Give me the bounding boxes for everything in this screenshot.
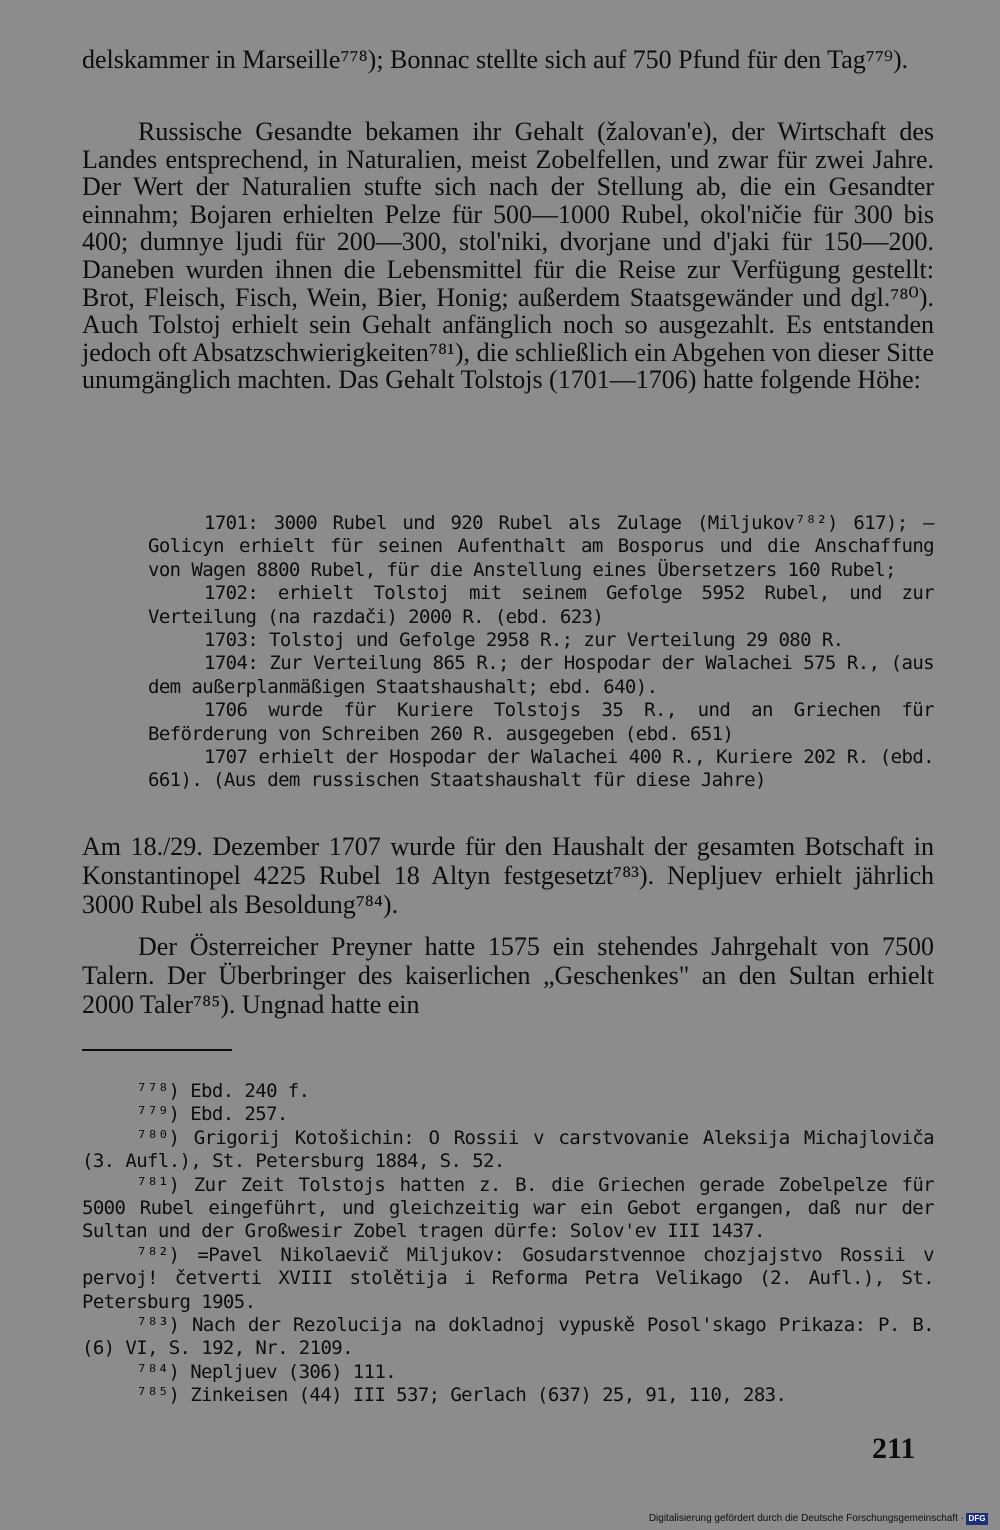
salary-item-1701: 1701: 3000 Rubel und 920 Rubel als Zulage (Miljukov⁷⁸²) 617); — Golicyn erhielt für seinen Aufenthalt am Bosporus und die Anschaffung von Wagen 8800 Rubel, für die Anstellung eines Übersetzers 160 Rubel;: [148, 512, 934, 581]
footnote-783: ⁷⁸³) Nach der Rezolucija na dokladnoj vypuskě Posol'skago Prikaza: P. B. (6) VI, S. 192, Nr. 2109.: [82, 1314, 934, 1360]
salary-item-1707: 1707 erhielt der Hospodar der Walachei 400 R., Kuriere 202 R. (ebd. 661). (Aus dem russischen Staatshaushalt für diese Jahre): [148, 746, 934, 792]
paragraph-embassy-budget: Am 18./29. Dezember 1707 wurde für den Haushalt der gesamten Botschaft in Konstantinopel 4225 Rubel 18 Altyn festgesetzt⁷⁸³). Nepljuev erhielt jährlich 3000 Rubel als Besoldung⁷⁸⁴).: [82, 832, 934, 919]
dfg-logo: DFG: [966, 1513, 988, 1525]
footnotes: [82, 1080, 934, 1408]
footnote-785: ⁷⁸⁵) Zinkeisen (44) III 537; Gerlach (637) 25, 91, 110, 283.: [136, 1384, 787, 1407]
salary-item-1703: 1703: Tolstoj und Gefolge 2958 R.; zur Verteilung 29 080 R.: [204, 629, 844, 652]
footnote-778: ⁷⁷⁸) Ebd. 240 f.: [136, 1080, 310, 1102]
salary-item-1702: 1702: erhielt Tolstoj mit seinem Gefolge 5952 Rubel, und zur Verteilung (na razdači) 2000 R. (ebd. 623): [148, 582, 934, 628]
salary-list: [148, 512, 934, 793]
footnote-779: ⁷⁷⁹) Ebd. 257.: [136, 1103, 288, 1126]
paragraph-russian-envoys: Russische Gesandte bekamen ihr Gehalt (žalovan'e), der Wirtschaft des Landes entsprechend, in Naturalien, meist Zobelfellen, und zwar für zwei Jahre. Der Wert der Naturalien stufte sich nach der Stellung ab, die ein Gesandter einnahm; Bojaren erhielten Pelze für 500—1000 Rubel, okol'ničie für 300 bis 400; dumnye ljudi für 200—300, stol'niki, dvorjane und d'jaki für 150—200. Daneben wurden ihnen die Lebensmittel für die Reise zur Verfügung gestellt: Brot, Fleisch, Fisch, Wein, Bier, Honig; außerdem Staatsgewänder und dgl.⁷⁸⁰). Auch Tolstoj erhielt sein Gehalt anfänglich noch so ausgezahlt. Es entstanden jedoch oft Absatzschwierigkeiten⁷⁸¹), die schließlich ein Abgehen von dieser Sitte unumgänglich machten. Das Gehalt Tolstojs (1701—1706) hatte folgende Höhe:: [82, 117, 934, 395]
footnote-separator: [82, 1049, 232, 1051]
footnote-781: ⁷⁸¹) Zur Zeit Tolstojs hatten z. B. die Griechen gerade Zobelpelze für 5000 Rubel eingeführt, und gleichzeitig war ein Gebot ergangen, daß nur der Sultan und der Großwesir Zobel tragen dürfe: Solov'ev III 1437.: [82, 1173, 934, 1243]
salary-item-1704: 1704: Zur Verteilung 865 R.; der Hospodar der Walachei 575 R., (aus dem außerplanmäßigen Staatshaushalt; ebd. 640).: [148, 652, 934, 698]
paragraph-continuation: delskammer in Marseille⁷⁷⁸); Bonnac stellte sich auf 750 Pfund für den Tag⁷⁷⁹).: [82, 45, 909, 74]
paragraph-austrian-envoy: Der Österreicher Preyner hatte 1575 ein stehendes Jahrgehalt von 7500 Talern. Der Überbringer des kaiserlichen „Geschenkes" an den Sultan erhielt 2000 Taler⁷⁸⁵). Ungnad hatte ein: [82, 932, 934, 1019]
footnote-780: ⁷⁸⁰) Grigorij Kotošichin: O Rossii v carstvovanie Aleksija Michajloviča (3. Aufl.), St. Petersburg 1884, S. 52.: [82, 1126, 934, 1173]
salary-item-1706: 1706 wurde für Kuriere Tolstojs 35 R., und an Griechen für Beförderung von Schreiben 260 R. ausgegeben (ebd. 651): [148, 699, 934, 745]
page-number: 211: [872, 1432, 916, 1465]
footnote-784: ⁷⁸⁴) Nepljuev (306) 111.: [136, 1360, 397, 1383]
digitization-credit: Digitalisierung gefördert durch die Deutsche Forschungsgemeinschaft ·: [648, 1513, 964, 1524]
footnote-782: ⁷⁸²) =Pavel Nikolaevič Miljukov: Gosudarstvennoe chozjajstvo Rossii v pervoj! četverti XVIII stolětija i Reforma Petra Velikago (2. Aufl.), St. Petersburg 1905.: [82, 1243, 934, 1313]
